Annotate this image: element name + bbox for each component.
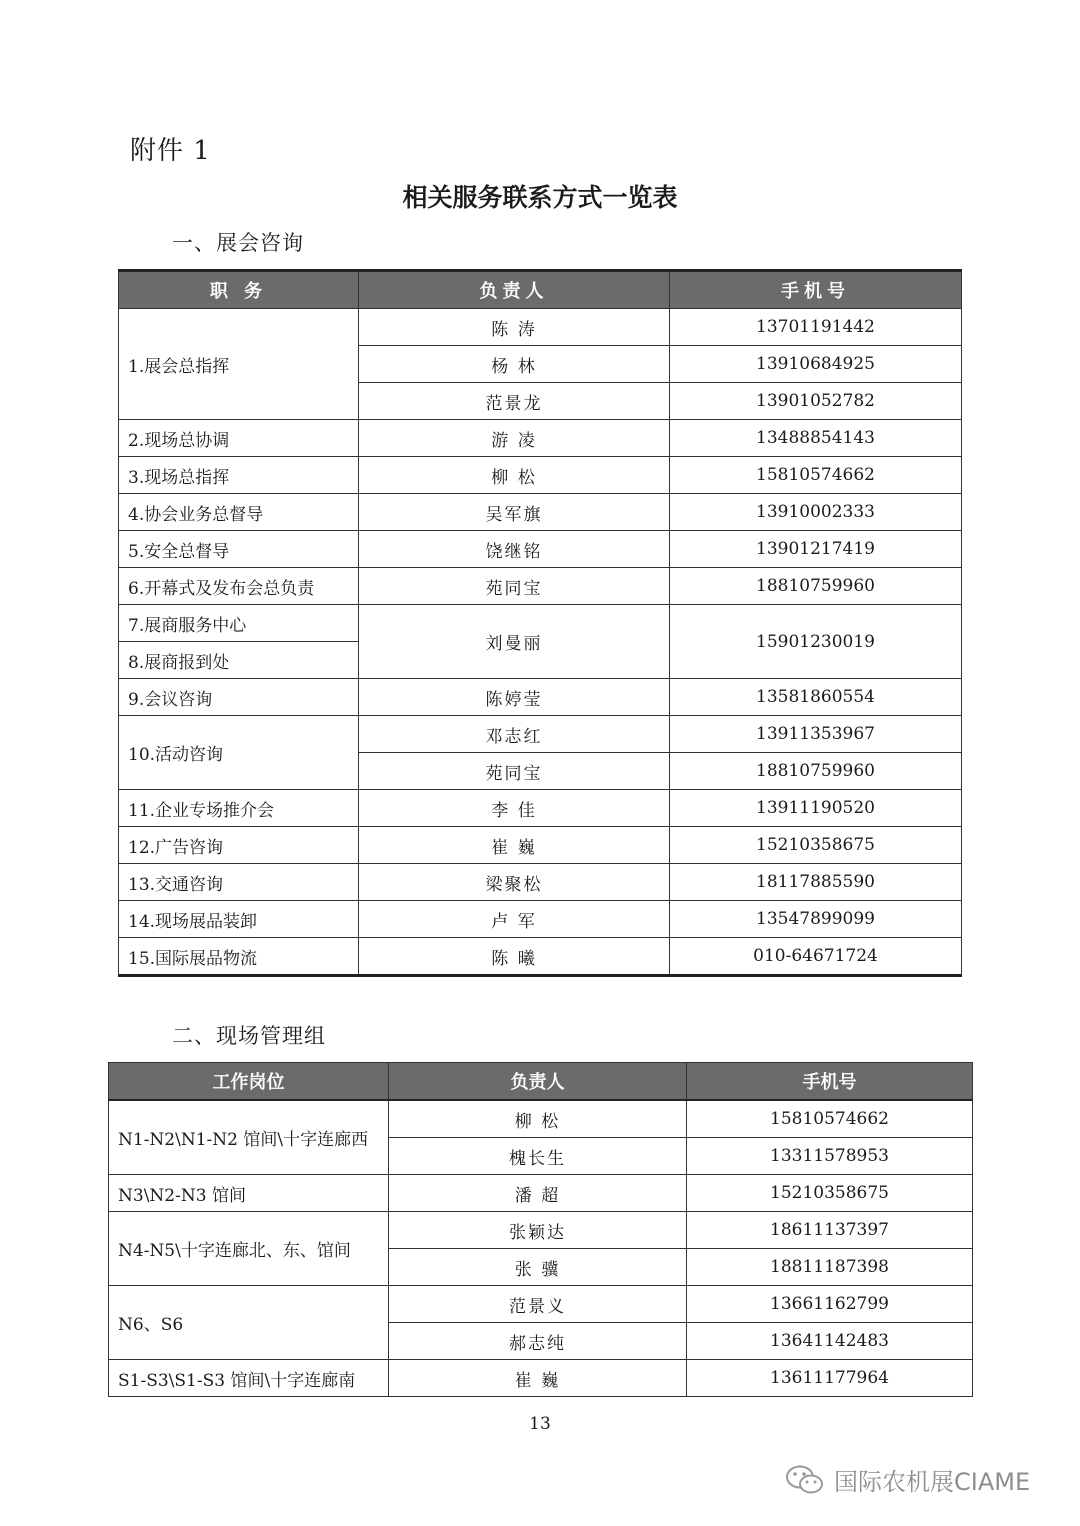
table-row: [109, 1286, 973, 1323]
phone-cell: 18811187398: [687, 1249, 973, 1286]
table-row: [119, 457, 962, 494]
person-cell: 苑同宝: [359, 568, 670, 605]
section2-heading: 二、现场管理组: [172, 1024, 326, 1048]
table-row: [119, 827, 962, 864]
person-cell: 陈 涛: [359, 309, 670, 346]
phone-cell: 15901230019: [670, 605, 962, 679]
table-row: [119, 420, 962, 457]
position-cell: 13.交通咨询: [119, 864, 359, 901]
phone-cell: 13547899099: [670, 901, 962, 938]
post-cell: N1-N2\N1-N2 馆间\十字连廊西: [109, 1100, 389, 1175]
phone-cell: 18117885590: [670, 864, 962, 901]
table-row: [109, 1360, 973, 1397]
phone-cell: 13311578953: [687, 1138, 973, 1175]
person-cell: 苑同宝: [359, 753, 670, 790]
person-cell: 邓志红: [359, 716, 670, 753]
document-title: 相关服务联系方式一览表: [402, 183, 678, 212]
person-cell: 李 佳: [359, 790, 670, 827]
page-number: 13: [529, 1414, 551, 1434]
table-row: [109, 1175, 973, 1212]
phone-cell: 18611137397: [687, 1212, 973, 1249]
table-row: [119, 309, 962, 346]
person-cell: 梁聚松: [359, 864, 670, 901]
position-cell: 12.广告咨询: [119, 827, 359, 864]
table-row: [109, 1100, 973, 1138]
phone-cell: 13910684925: [670, 346, 962, 383]
post-cell: N4-N5\十字连廊北、东、馆间: [109, 1212, 389, 1286]
position-cell: 6.开幕式及发布会总负责: [119, 568, 359, 605]
phone-cell: 13911353967: [670, 716, 962, 753]
position-cell: 9.会议咨询: [119, 679, 359, 716]
header-phone: 手机号: [687, 1063, 973, 1101]
table-row: [119, 494, 962, 531]
position-cell: 11.企业专场推介会: [119, 790, 359, 827]
person-cell: 陈婷莹: [359, 679, 670, 716]
person-cell: 潘 超: [389, 1175, 687, 1212]
phone-cell: 13611177964: [687, 1360, 973, 1397]
phone-cell: 15210358675: [670, 827, 962, 864]
position-cell: 15.国际展品物流: [119, 938, 359, 976]
position-cell: 8.展商报到处: [119, 642, 359, 679]
header-phone: 手机号: [670, 271, 962, 309]
phone-cell: 15810574662: [687, 1100, 973, 1138]
person-cell: 张颖达: [389, 1212, 687, 1249]
post-cell: S1-S3\S1-S3 馆间\十字连廊南: [109, 1360, 389, 1397]
position-cell: 10.活动咨询: [119, 716, 359, 790]
header-person: 负责人: [359, 271, 670, 309]
person-cell: 范景龙: [359, 383, 670, 420]
position-cell: 7.展商服务中心: [119, 605, 359, 642]
table-row: [119, 938, 962, 976]
phone-cell: 13701191442: [670, 309, 962, 346]
phone-cell: 13910002333: [670, 494, 962, 531]
post-cell: N6、S6: [109, 1286, 389, 1360]
person-cell: 崔 巍: [389, 1360, 687, 1397]
wechat-icon: [784, 1463, 826, 1497]
position-cell: 3.现场总指挥: [119, 457, 359, 494]
post-cell: N3\N2-N3 馆间: [109, 1175, 389, 1212]
person-cell: 槐长生: [389, 1138, 687, 1175]
phone-cell: 13901052782: [670, 383, 962, 420]
phone-cell: 13911190520: [670, 790, 962, 827]
table-row: [119, 864, 962, 901]
header-person: 负责人: [389, 1063, 687, 1101]
table-row: [119, 716, 962, 753]
table-row: [119, 531, 962, 568]
person-cell: 饶继铭: [359, 531, 670, 568]
phone-cell: 15810574662: [670, 457, 962, 494]
position-cell: 5.安全总督导: [119, 531, 359, 568]
person-cell: 吴军旗: [359, 494, 670, 531]
person-cell: 柳 松: [389, 1100, 687, 1138]
person-cell: 刘曼丽: [359, 605, 670, 679]
person-cell: 陈 曦: [359, 938, 670, 976]
consultation-table: [118, 269, 962, 977]
watermark: [784, 1462, 1030, 1497]
table-header-row: [119, 271, 962, 309]
phone-cell: 13661162799: [687, 1286, 973, 1323]
person-cell: 游 凌: [359, 420, 670, 457]
person-cell: 范景义: [389, 1286, 687, 1323]
phone-cell: 13901217419: [670, 531, 962, 568]
position-cell: 1.展会总指挥: [119, 309, 359, 420]
person-cell: 张 骥: [389, 1249, 687, 1286]
table-row: [119, 568, 962, 605]
table-header-row: [109, 1063, 973, 1101]
table-row: [119, 790, 962, 827]
phone-cell: 010-64671724: [670, 938, 962, 976]
position-cell: 2.现场总协调: [119, 420, 359, 457]
person-cell: 郝志纯: [389, 1323, 687, 1360]
watermark-text: 国际农机展CIAME: [834, 1468, 1031, 1496]
table-row: [109, 1212, 973, 1249]
phone-cell: 18810759960: [670, 753, 962, 790]
header-post: 工作岗位: [109, 1063, 389, 1101]
person-cell: 柳 松: [359, 457, 670, 494]
person-cell: 杨 林: [359, 346, 670, 383]
phone-cell: 18810759960: [670, 568, 962, 605]
table-row: [119, 901, 962, 938]
phone-cell: 15210358675: [687, 1175, 973, 1212]
phone-cell: 13488854143: [670, 420, 962, 457]
person-cell: 崔 巍: [359, 827, 670, 864]
section1-heading: 一、展会咨询: [172, 231, 304, 255]
phone-cell: 13641142483: [687, 1323, 973, 1360]
attachment-label: 附件 1: [130, 136, 211, 166]
phone-cell: 13581860554: [670, 679, 962, 716]
position-cell: 14.现场展品装卸: [119, 901, 359, 938]
position-cell: 4.协会业务总督导: [119, 494, 359, 531]
person-cell: 卢 军: [359, 901, 670, 938]
header-position: 职 务: [119, 271, 359, 309]
site-management-table: [108, 1062, 973, 1397]
table-row: [119, 679, 962, 716]
table-row: [119, 605, 962, 642]
